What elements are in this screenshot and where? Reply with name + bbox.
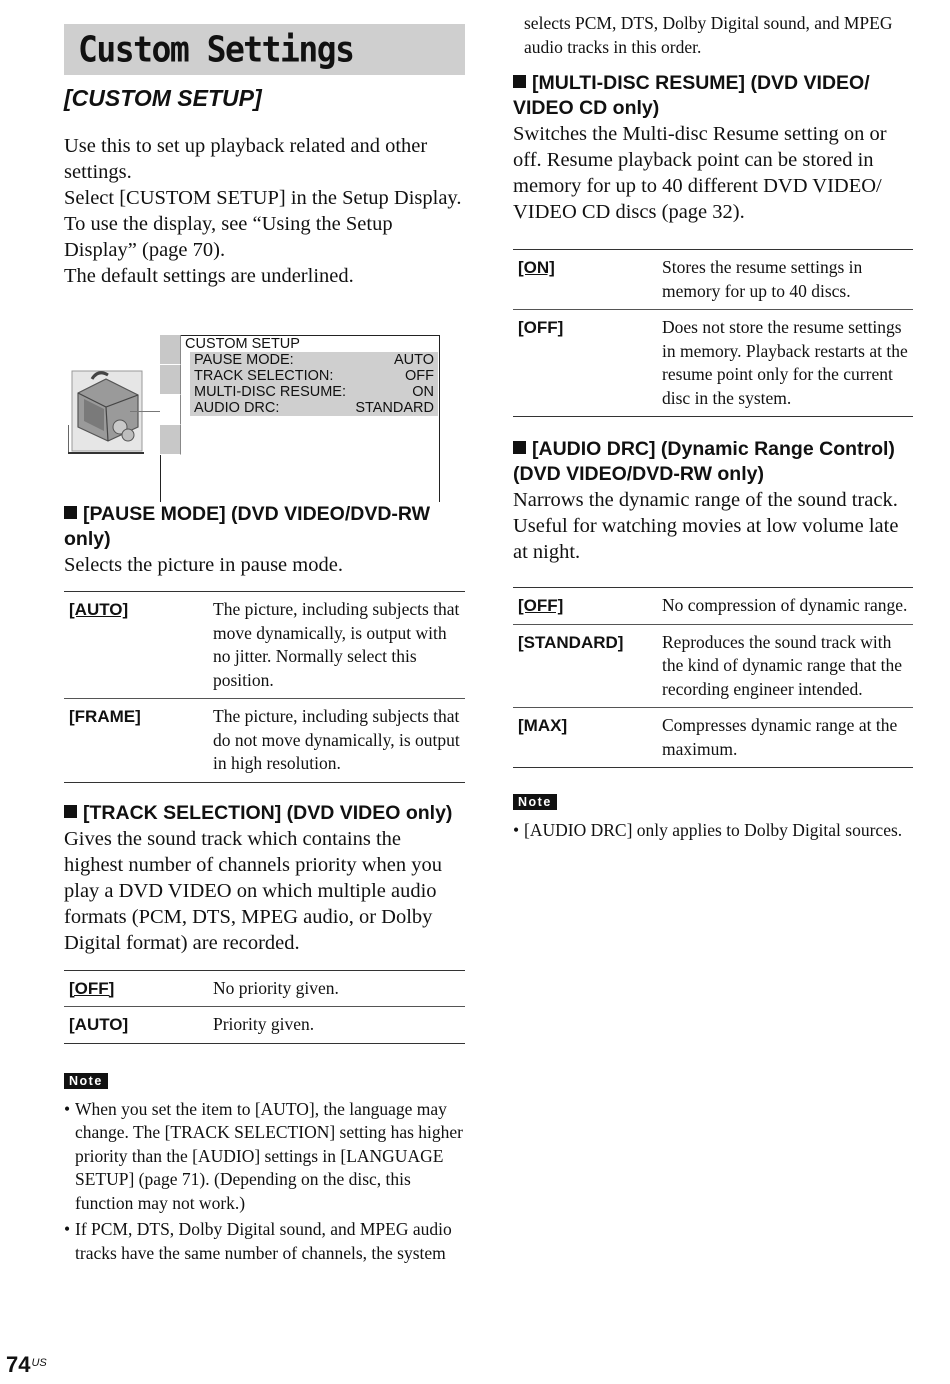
option-key: [STANDARD]: [513, 624, 657, 708]
bullet-square-icon: [513, 441, 526, 454]
page-number: [6, 1352, 47, 1378]
table-row: [513, 250, 913, 310]
page-subtitle: [CUSTOM SETUP]: [64, 85, 262, 111]
option-key: [OFF]: [513, 310, 657, 417]
table-row: [64, 699, 465, 783]
section-heading-audio-drc: [513, 437, 913, 487]
table-row: [513, 624, 913, 708]
option-key-default: [ON]: [518, 258, 555, 277]
bullet-square-icon: [64, 506, 77, 519]
option-key: [513, 250, 657, 310]
option-description: No priority given.: [213, 977, 339, 998]
track-selection-options-table: [64, 970, 465, 1044]
option-description: Reproduces the sound track with the kind of dynamic range that the recording engineer intended.: [657, 624, 913, 708]
option-key-default: [OFF]: [69, 978, 115, 998]
list-item: [194, 384, 434, 400]
setup-tab: [160, 335, 181, 365]
setup-display-tabs: [160, 335, 181, 455]
setup-display-list: [190, 352, 438, 416]
track-selection-description: Gives the sound track which contains the highest number of channels priority when you play a DVD VIDEO on which multiple audio formats (PCM, DTS, MPEG audio, or Dolby Digital format) are recorded.: [64, 827, 443, 954]
note-badge: Note: [64, 1073, 108, 1089]
page-region: US: [31, 1357, 47, 1369]
list-item: [194, 352, 434, 368]
note-item: • If PCM, DTS, Dolby Digital sound, and MPEG audio tracks have the same number of channels, the system: [64, 1218, 465, 1265]
audio-drc-description: Narrows the dynamic range of the sound track. Useful for watching movies at low volume late at night.: [513, 489, 899, 563]
setting-label: PAUSE MODE:: [194, 352, 294, 368]
section-heading-track-selection: [64, 801, 465, 826]
page-title-bar: [64, 24, 465, 75]
option-key: [64, 592, 208, 699]
option-key: [513, 588, 657, 625]
table-row: [513, 708, 913, 768]
section-heading-text: [TRACK SELECTION] (DVD VIDEO only): [83, 801, 453, 824]
tool-case-icon: [68, 365, 148, 485]
right-column: [513, 12, 913, 843]
note-list: [64, 1098, 465, 1266]
intro-instructions: [64, 185, 465, 289]
list-item: [194, 400, 434, 416]
pause-mode-description: Selects the picture in pause mode.: [64, 554, 343, 576]
table-row: [513, 588, 913, 625]
left-column: [64, 24, 465, 1265]
option-description: The picture, including subjects that move dynamically, is output with no jitter. Normally select this position.: [213, 599, 460, 690]
option-key-default: [OFF]: [518, 596, 564, 615]
setting-label: MULTI-DISC RESUME:: [194, 384, 346, 400]
page-number-value: 74: [6, 1352, 31, 1377]
option-description: Compresses dynamic range at the maximum.: [657, 708, 913, 768]
note-continuation: selects PCM, DTS, Dolby Digital sound, and MPEG audio tracks in this order.: [524, 13, 893, 57]
option-key: [MAX]: [513, 708, 657, 768]
audio-drc-options-table: [513, 587, 913, 768]
bullet-square-icon: [64, 805, 77, 818]
note-block-left: [64, 1072, 465, 1266]
table-row: [64, 1007, 465, 1044]
table-row: [513, 310, 913, 417]
note-item: • When you set the item to [AUTO], the language may change. The [TRACK SELECTION] setting has higher priority than the [AUDIO] settings in [LANGUAGE SETUP] (page 71). (Depending on the disc, this function may not work.): [64, 1098, 465, 1216]
option-key-default: [AUTO]: [69, 600, 129, 619]
option-key: [FRAME]: [64, 699, 208, 783]
option-key: [64, 970, 208, 1007]
setup-display-figure: [68, 335, 440, 503]
list-item: [194, 368, 434, 384]
table-row: [64, 592, 465, 699]
section-heading-text: [AUDIO DRC] (Dynamic Range Control) (DVD VIDEO/DVD-RW only): [513, 438, 895, 485]
note-list: [513, 819, 913, 843]
setting-value: AUTO: [393, 352, 434, 368]
setting-value: ON: [412, 384, 434, 400]
note-block-right: [513, 793, 913, 843]
option-description: Does not store the resume settings in memory. Playback restarts at the resume point only for the current disc in the system.: [657, 310, 913, 417]
option-key: [AUTO]: [64, 1007, 208, 1044]
setting-value: OFF: [405, 368, 434, 384]
option-description: The picture, including subjects that do not move dynamically, is output in high resolution.: [208, 699, 465, 783]
setup-display-heading: CUSTOM SETUP: [185, 336, 300, 352]
section-heading-pause-mode: [64, 502, 465, 552]
note-item: • [AUDIO DRC] only applies to Dolby Digital sources.: [513, 819, 913, 843]
setting-label: AUDIO DRC:: [194, 400, 280, 416]
page-title: Custom Settings: [78, 28, 354, 71]
table-row: [64, 970, 465, 1007]
setting-value: STANDARD: [355, 400, 434, 416]
bullet-square-icon: [513, 75, 526, 88]
setup-tab: [160, 425, 181, 455]
intro-line: The default settings are underlined.: [64, 265, 354, 287]
option-description: Stores the resume settings in memory for up to 40 discs.: [662, 257, 863, 301]
pause-mode-options-table: [64, 591, 465, 783]
setup-tab: [160, 365, 181, 395]
note-badge: Note: [513, 794, 557, 810]
option-description: No compression of dynamic range.: [662, 595, 908, 615]
intro-paragraph: Use this to set up playback related and other settings.: [64, 135, 428, 183]
multi-disc-resume-options-table: [513, 249, 913, 417]
multi-disc-resume-description: Switches the Multi-disc Resume setting on or off. Resume playback point can be stored in memory for up to 40 different DVD VIDEO/ VIDEO CD discs (page 32).: [513, 123, 887, 223]
setup-tab-selected: [160, 395, 181, 425]
option-description: Priority given.: [208, 1007, 465, 1044]
intro-line: To use the display, see “Using the Setup Display” (page 70).: [64, 213, 393, 261]
setting-label: TRACK SELECTION:: [194, 368, 334, 384]
section-heading-multi-disc-resume: [513, 71, 913, 121]
section-heading-text: [PAUSE MODE] (DVD VIDEO/DVD-RW only): [64, 503, 431, 550]
intro-line: Select [CUSTOM SETUP] in the Setup Display.: [64, 187, 462, 209]
section-heading-text: [MULTI-DISC RESUME] (DVD VIDEO/ VIDEO CD only): [513, 72, 870, 119]
